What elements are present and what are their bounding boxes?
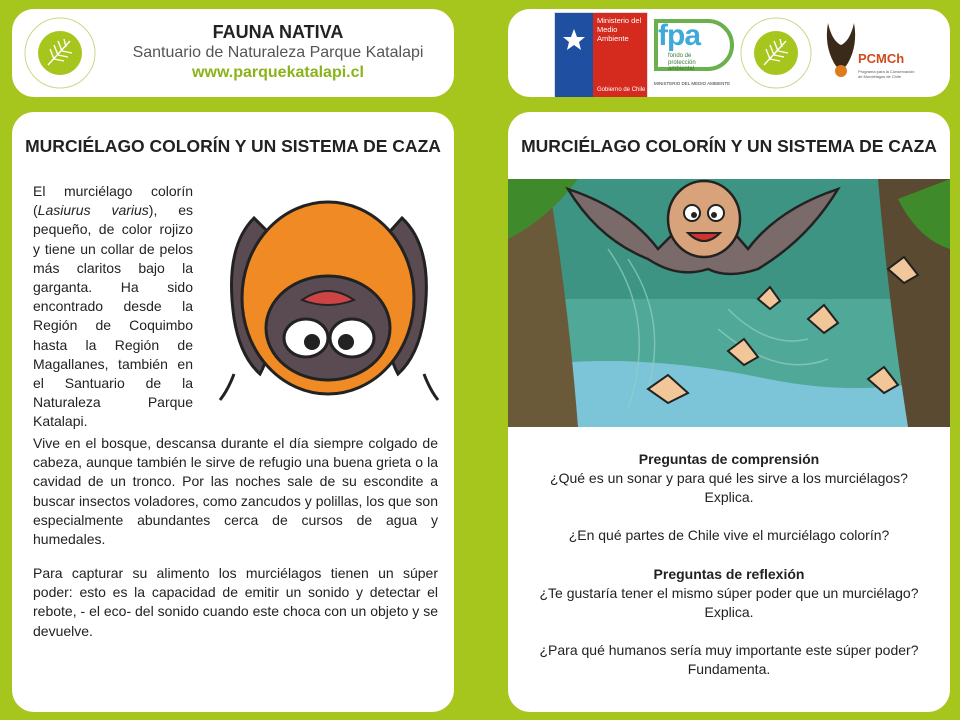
comprehension-questions xyxy=(508,450,950,545)
header-right-card xyxy=(508,9,950,97)
comprehension-q1-line1: ¿Qué es un sonar y para qué les sirve a los murciélagos? xyxy=(550,470,908,486)
header-url-link[interactable]: www.parquekatalapi.cl xyxy=(192,64,364,81)
comprehension-q1-line2: Explica. xyxy=(704,489,754,505)
reflection-q1-line2: Explica. xyxy=(704,604,754,620)
reflection-q2-line2: Fundamenta. xyxy=(687,661,771,677)
bat-description-paragraph: El murciélago colorín (Lasiurus varius), es pequeño, de color rojizo y tiene un collar de pelos más claritos bajo la garganta. Ha sido encontrado desde la Región de Coquimbo hasta la Región de Magallanes, también en el Santuario de la Naturaleza Parque Katalapi. xyxy=(33,183,193,430)
reflection-questions xyxy=(508,565,950,679)
reflection-q2-line1: ¿Para qué humanos sería muy importante este súper poder? xyxy=(539,642,919,658)
header-title: FAUNA NATIVA xyxy=(212,22,344,42)
header-left-card xyxy=(12,9,454,97)
reflection-q1-line1: ¿Te gustaría tener el mismo súper poder que un murciélago? xyxy=(539,585,919,601)
parque-katalapi-logo xyxy=(24,17,96,89)
pcmch-logo: PCMCh Programa para la Conservación de Murciélagos de Chile xyxy=(820,19,916,89)
ministerio-medio-ambiente-logo: Ministerio del Medio Ambiente Gobierno de Chile xyxy=(554,12,648,97)
chile-coat-icon xyxy=(561,27,587,53)
header-subtitle: Santuario de Naturaleza Parque Katalapi xyxy=(132,44,424,61)
left-section-title: MURCIÉLAGO COLORÍN Y UN SISTEMA DE CAZA xyxy=(25,136,441,156)
reflection-heading: Preguntas de reflexión xyxy=(653,566,805,582)
echolocation-paragraph: Para capturar su alimento los murciélagos tienen un súper poder: esto es la capacidad de emitir un sonido y detectar el rebote, - el eco- del sonido cuando este choca con un objeto y se devuelve. xyxy=(33,565,438,639)
right-section-title: MURCIÉLAGO COLORÍN Y UN SISTEMA DE CAZA xyxy=(521,136,937,156)
left-info-card xyxy=(12,112,454,712)
bat-hunting-scene-illustration xyxy=(508,179,950,427)
right-questions-card xyxy=(508,112,950,712)
habitat-paragraph: Vive en el bosque, descansa durante el día siempre colgado de cabeza, aunque también le sirve de refugio una buena grieta o la cavidad de un tronco. Por las noches sale de su escondite a buscar insectos voladores, como zancudos y polillas, los que son especialmente abundantes cerca de cursos de agua y humedales. xyxy=(33,435,438,548)
parque-katalapi-logo-small xyxy=(740,17,812,89)
comprehension-q2: ¿En qué partes de Chile vive el murciélago colorín? xyxy=(568,527,890,543)
bat-hanging-illustration xyxy=(214,178,444,408)
comprehension-heading: Preguntas de comprensión xyxy=(638,451,820,467)
fpa-logo: fpa fondo de protección ambiental MINISTERIO DEL MEDIO AMBIENTE xyxy=(654,19,731,86)
